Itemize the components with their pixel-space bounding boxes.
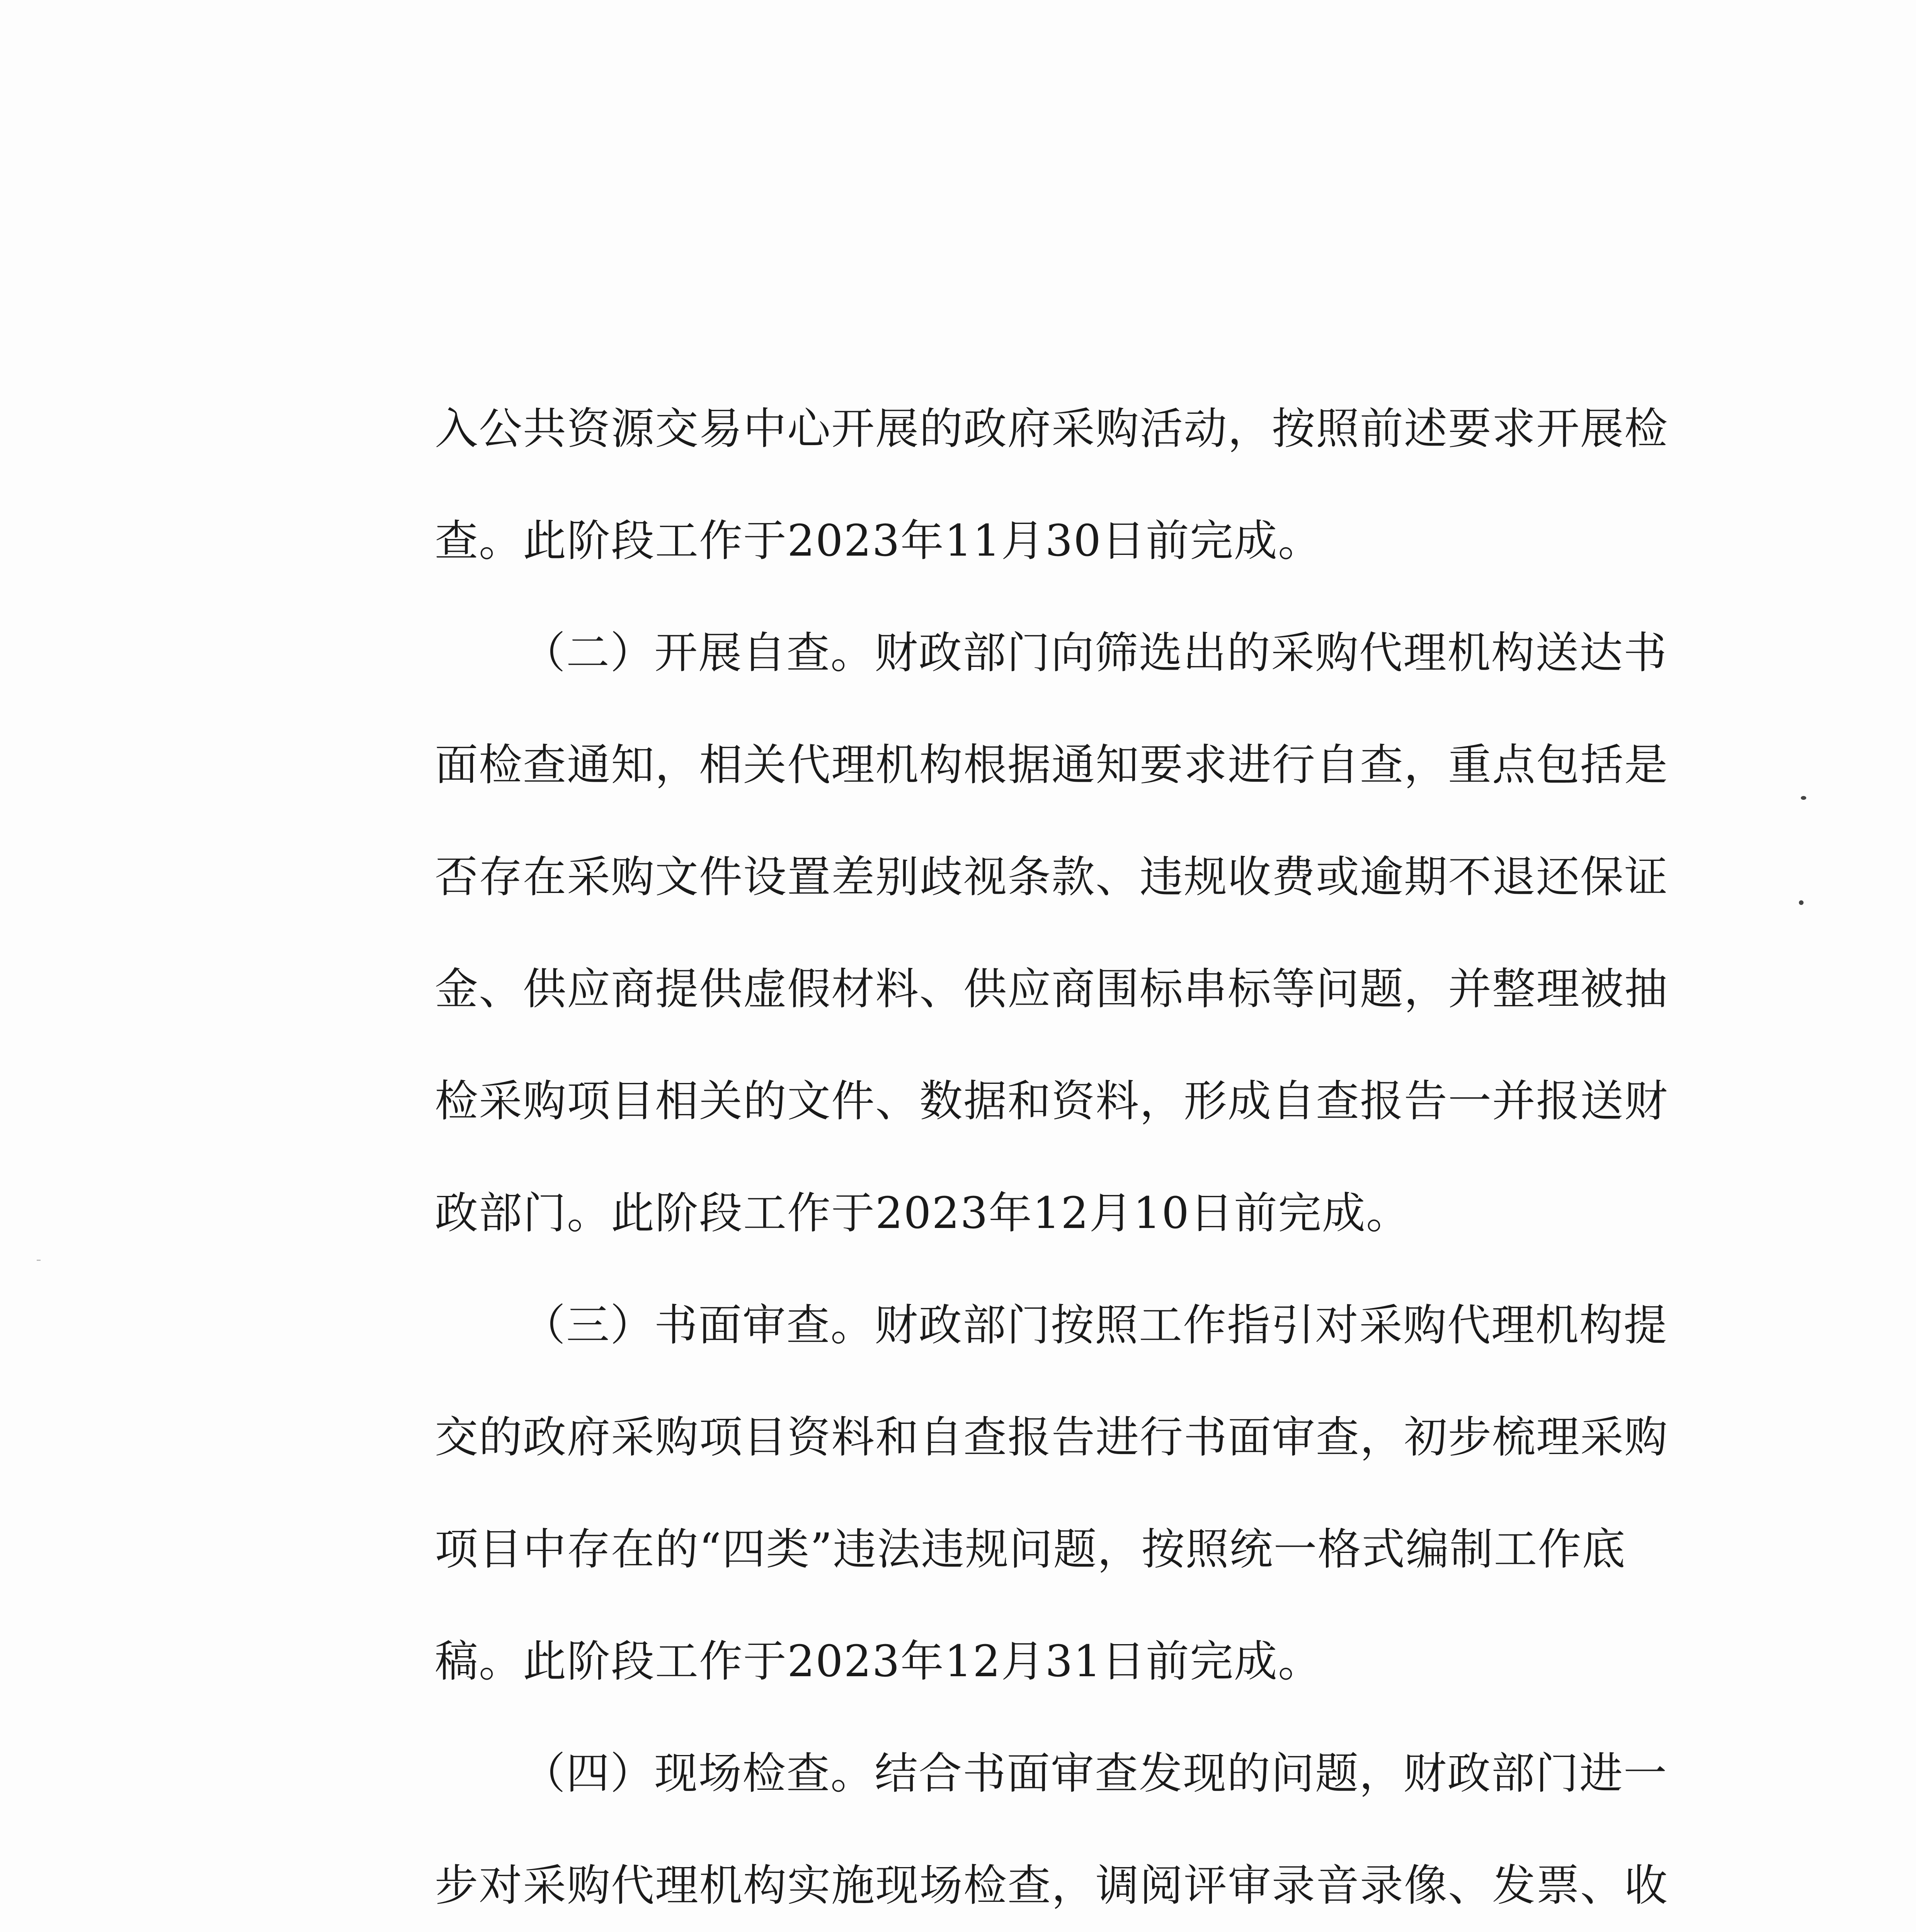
text-line: 否存在采购文件设置差别歧视条款、违规收费或逾期不退还保证: [435, 852, 1668, 902]
body-text: [435, 373, 1668, 1932]
text-line: 稿。此阶段工作于2023年12月31日前完成。: [435, 1636, 1322, 1687]
text-line: 金、供应商提供虚假材料、供应商围标串标等问题，并整理被抽: [435, 964, 1668, 1014]
scan-speck: [1801, 796, 1806, 800]
paragraph-start-line: （三）书面审查。财政部门按照工作指引对采购代理机构提: [522, 1300, 1668, 1350]
scan-mark: [37, 1260, 41, 1261]
text-line: 面检查通知，相关代理机构根据通知要求进行自查，重点包括是: [435, 740, 1668, 790]
text-line: 检采购项目相关的文件、数据和资料，形成自查报告一并报送财: [435, 1076, 1668, 1126]
text-line: 步对采购代理机构实施现场检查，调阅评审录音录像、发票、收: [435, 1861, 1668, 1911]
text-line: 入公共资源交易中心开展的政府采购活动，按照前述要求开展检: [435, 404, 1668, 454]
text-line: 交的政府采购项目资料和自查报告进行书面审查，初步梳理采购: [435, 1412, 1668, 1463]
scan-speck: [1799, 900, 1804, 905]
text-line: 政部门。此阶段工作于2023年12月10日前完成。: [435, 1188, 1411, 1238]
text-line: 项目中存在的“四类”违法违规问题，按照统一格式编制工作底: [435, 1524, 1626, 1575]
text-line: 查。此阶段工作于2023年11月30日前完成。: [435, 516, 1322, 566]
paragraph-start-line: （四）现场检查。结合书面审查发现的问题，财政部门进一: [522, 1748, 1668, 1799]
paragraph-start-line: （二）开展自查。财政部门向筛选出的采购代理机构送达书: [522, 628, 1668, 678]
